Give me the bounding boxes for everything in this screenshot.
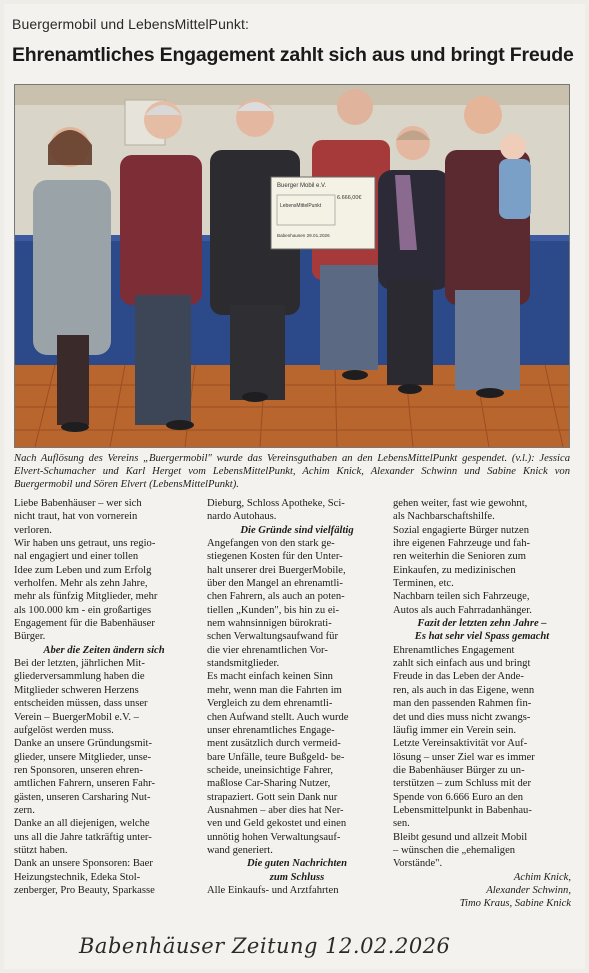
- text-line: Bürger.: [14, 631, 46, 643]
- text-line: unnötig hohen Verwaltungsauf-: [207, 831, 341, 843]
- text-line: Liebe Babenhäuser – wer sich: [14, 498, 142, 509]
- text-line: Mitglieder schweren Herzens: [14, 684, 139, 696]
- text-line: Sozial engagierte Bürger nutzen: [393, 524, 530, 536]
- text-line: Idee zum Leben und zum Erfolg: [14, 564, 152, 576]
- subheading: Fazit der letzten zehn Jahre –: [417, 618, 547, 630]
- text-line: zern.: [14, 804, 35, 816]
- text-line: zahlt sich einfach aus und bringt: [393, 658, 531, 670]
- text-line: läufig immer ein Verein sein.: [393, 724, 517, 736]
- author-line: Alexander Schwinn,: [486, 884, 571, 896]
- subheading: Aber die Zeiten ändern sich: [43, 644, 165, 656]
- text-line: ren, als auch in das Eigene, wenn: [393, 684, 535, 696]
- text-line: Autos als auch Fahrradanhänger.: [393, 604, 532, 616]
- text-line: verloren.: [14, 524, 52, 536]
- text-line: det und dies muss nicht zwangs-: [393, 711, 531, 723]
- text-line: verholfen. Mehr als zehn Jahre,: [14, 578, 148, 590]
- text-line: Dank an unsere Sponsoren: Baer: [14, 858, 153, 870]
- article-headline: Ehrenamtliches Engagement zahlt sich aus und bringt Freude: [12, 44, 574, 66]
- text-line: standsmitglieder.: [207, 658, 280, 670]
- article-kicker: Buergermobil und LebensMittelPunkt:: [12, 16, 249, 32]
- text-line: Verein – BuergerMobil e.V. –: [14, 711, 139, 723]
- author-line: Achim Knick,: [513, 871, 571, 883]
- text-line: amtlichen Fahrern, unseren Fahr-: [14, 778, 155, 790]
- article-column-3: [393, 497, 571, 911]
- cheque-line1: LebensMittelPunkt: [280, 203, 322, 209]
- text-line: Nachbarn teilen sich Fahrzeuge,: [393, 591, 530, 603]
- text-line: die Babenhäuser Bürger zu un-: [393, 764, 525, 776]
- text-line: schen Verwaltungsaufwand für: [207, 631, 339, 643]
- text-line: stützt haben.: [14, 844, 68, 856]
- subheading: Es hat sehr viel Spass gemacht: [414, 631, 550, 643]
- text-line: – wünschen die „ehemaligen: [393, 844, 516, 856]
- text-line: zenberger, Pro Beauty, Sparkasse: [14, 884, 155, 896]
- text-line: lösung – unser Ziel war es immer: [393, 751, 535, 763]
- text-line: ment zusätzlich durch vermeid-: [207, 738, 341, 750]
- subheading: zum Schluss: [269, 871, 325, 883]
- text-line: die vier ehrenamtlichen Vor-: [207, 644, 328, 656]
- text-line: Spende von 6.666 Euro an den: [393, 791, 524, 803]
- text-line: gliederversammlung haben die: [14, 671, 145, 683]
- cheque-amount: 6.666,00€: [337, 195, 362, 201]
- text-line: nicht traut, hat von vornerein: [14, 511, 138, 523]
- text-line: ren weiterhin die Senioren zum: [393, 551, 526, 563]
- subheading: Die Gründe sind vielfältig: [240, 524, 354, 536]
- text-line: über den Mangel an ehrenamtli-: [207, 578, 343, 590]
- text-line: Einkaufen, zu medizinischen: [393, 564, 516, 576]
- author-line: Timo Kraus, Sabine Knick: [459, 898, 571, 910]
- text-line: Heizungstechnik, Edeka Stol-: [14, 871, 141, 883]
- text-line: chen Fahrern, als auch an poten-: [207, 591, 345, 603]
- text-line: Dieburg, Schloss Apotheke, Sci-: [207, 498, 345, 509]
- text-line: Engagement für die Babenhäuser: [14, 618, 155, 630]
- text-line: strapaziert. Gott sein Dank nur: [207, 791, 338, 803]
- text-line: Bleibt gesund und allzeit Mobil: [393, 831, 528, 843]
- text-line: nem wahnsinnigen bürokrati-: [207, 618, 332, 630]
- text-line: mehr als fünfzig Mitglieder, mehr: [14, 591, 158, 603]
- cheque-payee: Buerger Mobil e.V.: [277, 183, 327, 189]
- text-line: Terminen, etc.: [393, 578, 454, 590]
- text-line: als 100.000 km - ein großartiges: [14, 604, 152, 616]
- text-line: gehen weiter, fast wie gewohnt,: [393, 498, 528, 509]
- text-line: ihre eigenen Fahrzeuge und fah-: [393, 538, 531, 550]
- text-line: unser ehrenamtliches Engage-: [207, 724, 335, 736]
- text-line: glieder, unsere Mitglieder, unse-: [14, 751, 152, 763]
- article-column-1: [14, 497, 194, 897]
- text-line: Freude in das Leben der Ande-: [393, 671, 524, 683]
- text-line: Ehrenamtliches Engagement: [393, 644, 515, 656]
- text-line: Ausnahmen – aber dies hat Ner-: [207, 804, 344, 816]
- text-line: sen.: [393, 818, 410, 830]
- text-line: wand generiert.: [207, 844, 273, 856]
- text-line: Wir haben uns getraut, uns regio-: [14, 538, 156, 550]
- text-line: tiellen „Kunden", bis hin zu ei-: [207, 604, 340, 616]
- subheading: Die guten Nachrichten: [246, 858, 348, 870]
- text-line: scheide, uneinsichtige Fahrer,: [207, 764, 334, 776]
- text-line: Es macht einfach keinen Sinn: [207, 671, 333, 683]
- text-line: ven und Geld gekostet und einen: [207, 818, 347, 830]
- text-line: nal engagiert und einer tollen: [14, 551, 139, 563]
- cheque: [271, 177, 375, 249]
- text-line: Angefangen von den stark ge-: [207, 538, 335, 550]
- handwritten-source-note: Babenhäuser Zeitung 12.02.2026: [79, 934, 451, 958]
- newspaper-clipping: [4, 4, 585, 969]
- text-line: Vorstände".: [393, 858, 443, 870]
- text-line: uns all die Jahre tatkräftig unter-: [14, 831, 152, 843]
- text-line: mehr, wenn man die Fahrten im: [207, 684, 342, 696]
- text-line: man den passenden Rahmen fin-: [393, 698, 532, 710]
- text-line: als Nachbarschaftshilfe.: [393, 511, 495, 523]
- text-line: aufgelöst werden muss.: [14, 724, 114, 736]
- article-column-2: [207, 497, 387, 897]
- cheque-line2: Babenhausen 29.01.2026: [277, 233, 330, 238]
- text-line: Danke an all diejenigen, welche: [14, 818, 150, 830]
- text-line: Lebensmittelpunkt in Babenhau-: [393, 804, 532, 816]
- text-line: maßlose Car-Sharing Nutzer,: [207, 778, 331, 790]
- text-line: halt unserer drei BuergerMobile,: [207, 564, 346, 576]
- article-photo: [14, 84, 570, 448]
- text-line: stiegenen Kosten für den Unter-: [207, 551, 343, 563]
- text-line: gästen, unseren Carsharing Nut-: [14, 791, 151, 803]
- text-line: Danke an unsere Gründungsmit-: [14, 738, 152, 750]
- photo-caption: Nach Auflösung des Vereins „Buergermobil" wurde das Vereinsguthaben an den LebensMittelPunkt gespendet. (v.l.): Jessica Elvert-Schumacher und Karl Herget vom LebensMittelPunkt, Achim Knick, Alexander Schwinn und Sabine Knick von Buergermobil und Sören Elvert (LebensMittelPunkt).: [14, 453, 570, 490]
- text-line: Letzte Vereinsaktivität vor Auf-: [393, 738, 528, 750]
- text-line: Bei der letzten, jährlichen Mit-: [14, 658, 145, 670]
- text-line: chen Aufwand stellt. Auch wurde: [207, 711, 349, 723]
- text-line: Vergleich zu dem ehrenamtli-: [207, 698, 333, 710]
- text-line: terstützen – zum Schluss mit der: [393, 778, 531, 790]
- text-line: entscheiden müssen, dass unser: [14, 698, 148, 710]
- group-photo-illustration: [15, 85, 569, 447]
- text-line: bare Unfälle, teure Bußgeld- be-: [207, 751, 345, 763]
- text-line: Alle Einkaufs- und Arztfahrten: [207, 884, 339, 896]
- text-line: nardo Autohaus.: [207, 511, 277, 523]
- text-line: ren Sponsoren, unseren ehren-: [14, 764, 143, 776]
